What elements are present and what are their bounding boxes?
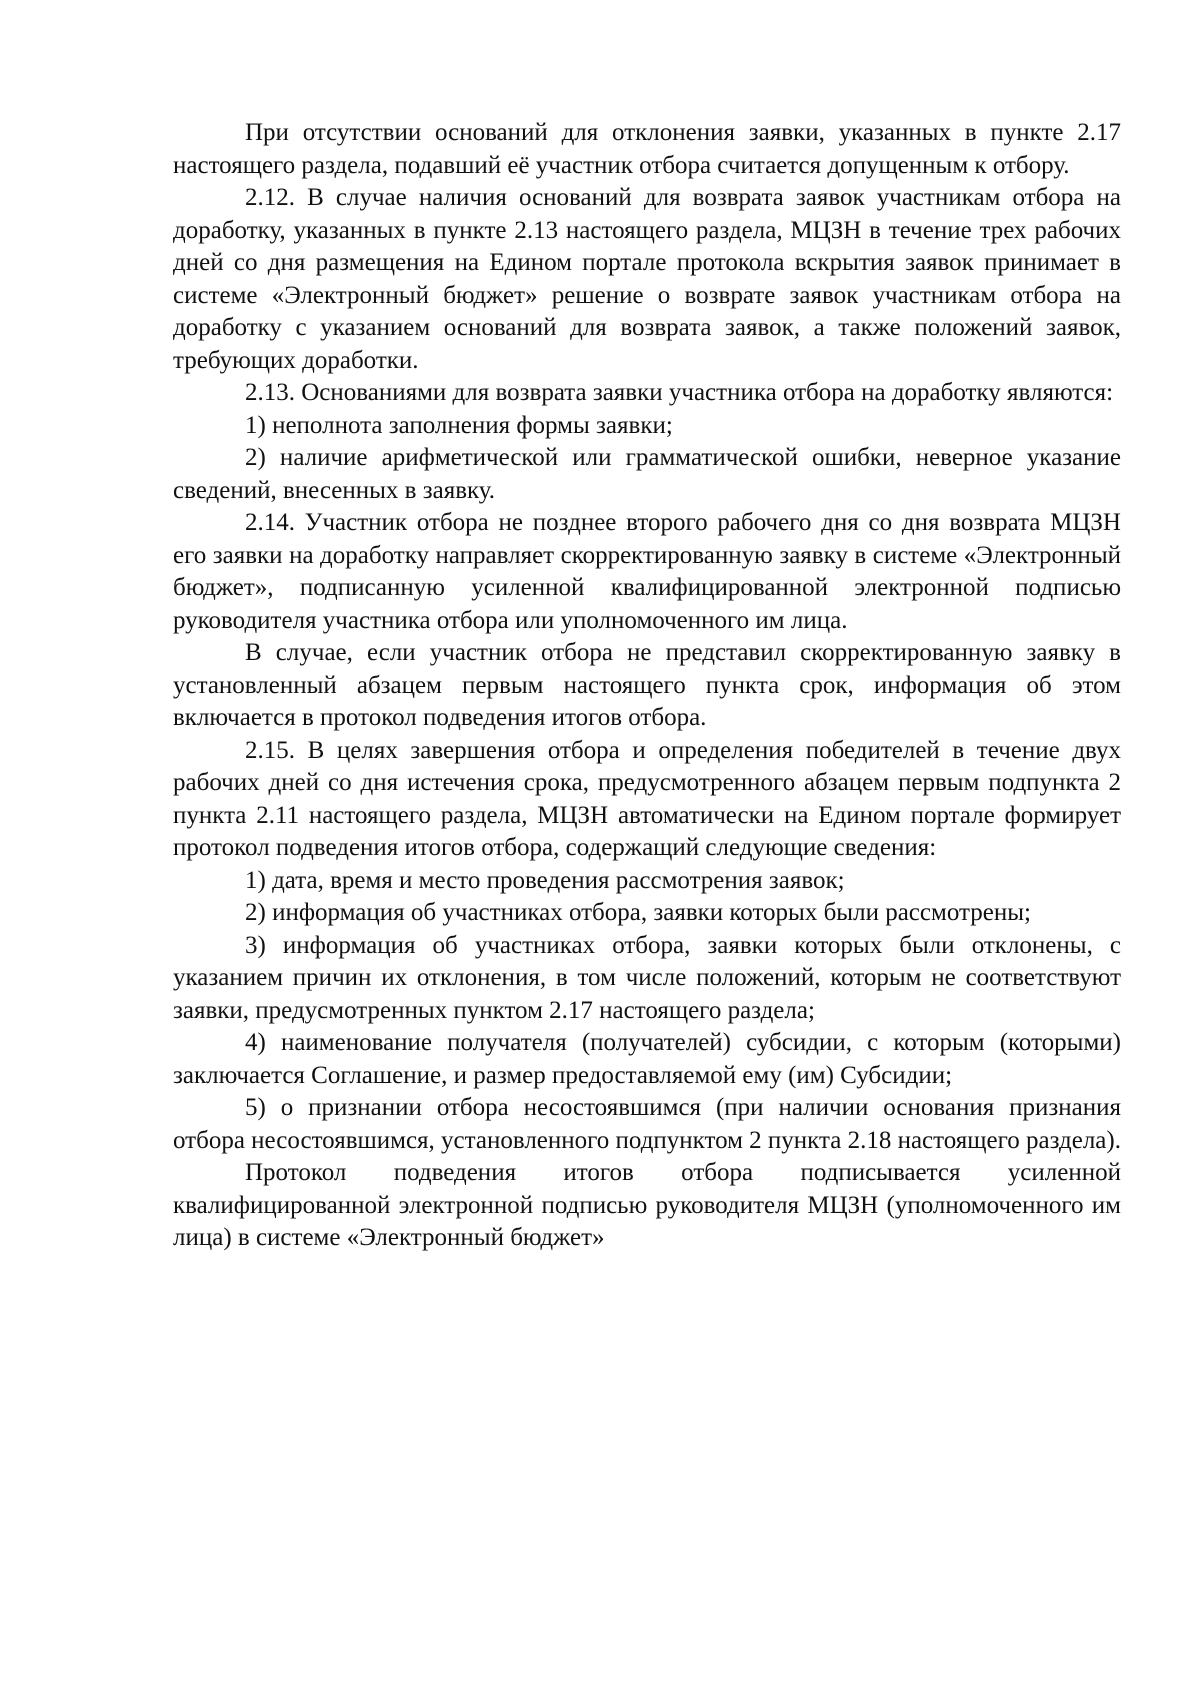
document-body — [173, 117, 1121, 1255]
list-item-2-15-4: 4) наименование получателя (получателей) субсидии, с которым (которыми) заключается Соглашение, и размер предоставляемой ему (им) Субсидии; — [173, 1029, 1121, 1089]
paragraph-admission: При отсутствии оснований для отклонения заявки, указанных в пункте 2.17 настоящего раздела, подавший её участник отбора считается допущенным к отбору. — [173, 119, 1121, 179]
list-item-2-13-1: 1) неполнота заполнения формы заявки; — [245, 411, 673, 439]
paragraph-2-14: 2.14. Участник отбора не позднее второго рабочего дня со дня возврата МЦЗН его заявки на доработку направляет скорректированную заявку в системе «Электронный бюджет», подписанную усиленной квалифицированной электронной подписью руководителя участника отбора или уполномоченного им лица. — [173, 509, 1121, 634]
paragraph-2-14-second: В случае, если участник отбора не представил скорректированную заявку в установленный абзацем первым настоящего пункта срок, информация об этом включается в протокол подведения итогов отбора. — [173, 639, 1121, 731]
list-item-2-15-1: 1) дата, время и место проведения рассмотрения заявок; — [245, 866, 845, 894]
paragraph-protocol-signing: Протокол подведения итогов отбора подписывается усиленной квалифицированной электронной подписью руководителя МЦЗН (уполномоченного им лица) в системе «Электронный бюджет» — [173, 1159, 1121, 1251]
list-item-2-15-5: 5) о признании отбора несостоявшимся (при наличии основания признания отбора несостоявшимся, установленного подпунктом 2 пункта 2.18 настоящего раздела). — [173, 1094, 1121, 1154]
paragraph-2-12: 2.12. В случае наличия оснований для возврата заявок участникам отбора на доработку, указанных в пункте 2.13 настоящего раздела, МЦЗН в течение трех рабочих дней со дня размещения на Едином портале протокола вскрытия заявок принимает в системе «Электронный бюджет» решение о возврате заявок участникам отбора на доработку с указанием оснований для возврата заявок, а также положений заявок, требующих доработки. — [173, 184, 1121, 374]
list-item-2-15-2: 2) информация об участниках отбора, заявки которых были рассмотрены; — [245, 899, 1031, 926]
list-item-2-13-2: 2) наличие арифметической или грамматической ошибки, неверное указание сведений, внесенных в заявку. — [173, 444, 1121, 504]
paragraph-2-15: 2.15. В целях завершения отбора и определения победителей в течение двух рабочих дней со дня истечения срока, предусмотренного абзацем первым подпункта 2 пункта 2.11 настоящего раздела, МЦЗН автоматически на Едином портале формирует протокол подведения итогов отбора, содержащий следующие сведения: — [173, 736, 1121, 861]
paragraph-2-13: 2.13. Основаниями для возврата заявки участника отбора на доработку являются: — [245, 379, 1114, 406]
list-item-2-15-3: 3) информация об участниках отбора, заявки которых были отклонены, с указанием причин их отклонения, в том числе положений, которым не соответствуют заявки, предусмотренных пунктом 2.17 настоящего раздела; — [173, 931, 1121, 1024]
